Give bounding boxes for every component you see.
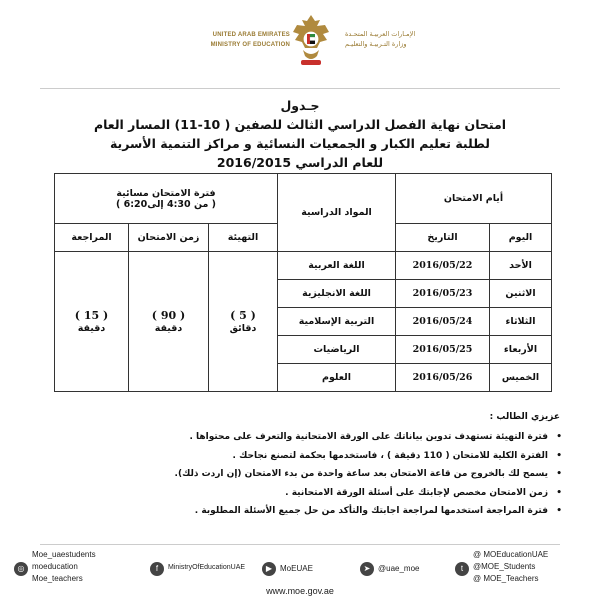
note-text: فترة التهيئة تستهدف تدوين بياناتك على الورقة الامتحانية والتعرف على محتواها . bbox=[189, 432, 548, 442]
ministry-name-ar: وزارة التـربيـة والتعليـم bbox=[345, 40, 407, 48]
note-text: الفترة الكلية للامتحان ( 110 دقيقة ) ، فاستخدمها بحكمة لتصنع نجاحك . bbox=[232, 450, 548, 461]
title-line-2: امتحان نهاية الفصل الدراسي الثالث للصفين ( 10-11) المسار العام bbox=[93, 117, 507, 132]
period-header-title: فترة الامتحان مسائية bbox=[116, 187, 216, 199]
bullet-icon: • bbox=[556, 450, 562, 461]
review-value: ( 15 ) bbox=[74, 308, 109, 322]
youtube-icon: ▶ bbox=[262, 562, 276, 576]
row-subject: العلوم bbox=[278, 364, 396, 392]
bullet-icon: • bbox=[556, 432, 562, 442]
prep-unit: دقائق bbox=[229, 322, 257, 334]
note-text: يسمح لك بالخروج من قاعة الامتحان بعد ساعة واحدة من بدء الامتحان (إن اردت ذلك). bbox=[174, 469, 548, 480]
exam-schedule-table bbox=[54, 173, 552, 392]
list-item bbox=[60, 486, 570, 505]
col-day-header: اليوم bbox=[490, 224, 552, 252]
country-name-en: UNITED ARAB EMIRATES bbox=[212, 32, 290, 38]
document-title bbox=[60, 96, 540, 172]
ministry-name-arabic bbox=[345, 29, 435, 49]
country-name-ar: الإمـارات العربيـة المتحـدة bbox=[345, 30, 416, 38]
review-unit: دقيقة bbox=[77, 322, 106, 334]
row-day: الأحد bbox=[490, 252, 552, 280]
ministry-name-en: MINISTRY OF EDUCATION bbox=[210, 42, 290, 48]
col-review-header: المراجعة bbox=[55, 224, 129, 252]
facebook-handle[interactable]: MinistryOfEducationUAE bbox=[168, 564, 246, 571]
time-cell bbox=[129, 252, 209, 392]
facebook-icon: f bbox=[150, 562, 164, 576]
header-divider bbox=[40, 88, 560, 89]
instagram-handle-3[interactable]: Moe_teachers bbox=[32, 574, 83, 583]
page-footer bbox=[0, 548, 600, 600]
note-text: فترة المراجعة استخدمها لمراجعة اجابتك والتأكد من حل جميع الأسئلة المطلوبة . bbox=[194, 506, 548, 517]
ministry-name-english bbox=[200, 30, 290, 50]
telegram-handle[interactable]: @uae_moe bbox=[378, 564, 420, 573]
row-subject: الرياضيات bbox=[278, 336, 396, 364]
row-day: الخميس bbox=[490, 364, 552, 392]
row-day: الأربعاء bbox=[490, 336, 552, 364]
telegram-icon: ➤ bbox=[360, 562, 374, 576]
col-prep-header: التهيئة bbox=[209, 224, 278, 252]
note-text: زمن الامتحان مخصص لإجابتك على أسئلة الورقة الامتحانية . bbox=[285, 487, 548, 498]
title-line-4: للعام الدراسي 2016/2015 bbox=[216, 155, 384, 170]
row-date: 2016/05/22 bbox=[396, 252, 490, 280]
page-header bbox=[0, 0, 600, 92]
instagram-icon: ◎ bbox=[14, 562, 28, 576]
row-day: الاثنين bbox=[490, 280, 552, 308]
col-time-header: زمن الامتحان bbox=[129, 224, 209, 252]
notes-heading: عزيزي الطالب : bbox=[489, 412, 560, 422]
twitter-handle-1[interactable]: @ MOEducationUAE bbox=[473, 550, 549, 559]
footer-divider bbox=[40, 544, 560, 545]
prep-cell bbox=[209, 252, 278, 392]
youtube-handle[interactable]: MoEUAE bbox=[280, 564, 313, 573]
table-row bbox=[55, 252, 552, 280]
title-line-1: جـدول bbox=[280, 98, 320, 113]
twitter-handle-3[interactable]: @ MOE_Teachers bbox=[473, 574, 539, 583]
twitter-icon: t bbox=[455, 562, 469, 576]
website-link[interactable]: www.moe.gov.ae bbox=[266, 586, 334, 596]
period-header-time: ( من 4:30 إلى6:20 ) bbox=[115, 198, 217, 210]
student-notes bbox=[60, 412, 570, 523]
row-subject: اللغة العربية bbox=[278, 252, 396, 280]
row-date: 2016/05/26 bbox=[396, 364, 490, 392]
bullet-icon: • bbox=[556, 487, 562, 498]
period-header bbox=[55, 174, 278, 224]
row-date: 2016/05/24 bbox=[396, 308, 490, 336]
row-subject: اللغة الانجليزية bbox=[278, 280, 396, 308]
notes-list bbox=[60, 430, 570, 523]
bullet-icon: • bbox=[556, 506, 562, 517]
list-item bbox=[60, 430, 570, 449]
row-date: 2016/05/25 bbox=[396, 336, 490, 364]
col-date-header: التاريخ bbox=[396, 224, 490, 252]
instagram-handle-1[interactable]: Moe_uaestudents bbox=[32, 550, 96, 559]
list-item bbox=[60, 449, 570, 468]
time-value: ( 90 ) bbox=[151, 308, 186, 322]
row-date: 2016/05/23 bbox=[396, 280, 490, 308]
subjects-header: المواد الدراسية bbox=[278, 174, 396, 252]
uae-emblem-icon bbox=[287, 12, 335, 68]
review-cell bbox=[55, 252, 129, 392]
instagram-handle-2[interactable]: moeducation bbox=[32, 562, 78, 571]
list-item bbox=[60, 467, 570, 486]
list-item bbox=[60, 504, 570, 523]
twitter-handle-2[interactable]: @MOE_Students bbox=[473, 562, 536, 571]
row-subject: التربية الإسلامية bbox=[278, 308, 396, 336]
prep-value: ( 5 ) bbox=[230, 308, 256, 322]
days-header: أيام الامتحان bbox=[396, 174, 552, 224]
title-line-3: لطلبة تعليم الكبار و الجمعيات النسائية و مراكز التنمية الأسرية bbox=[109, 136, 491, 151]
time-unit: دقيقة bbox=[154, 322, 183, 334]
bullet-icon: • bbox=[556, 469, 562, 480]
row-day: الثلاثاء bbox=[490, 308, 552, 336]
